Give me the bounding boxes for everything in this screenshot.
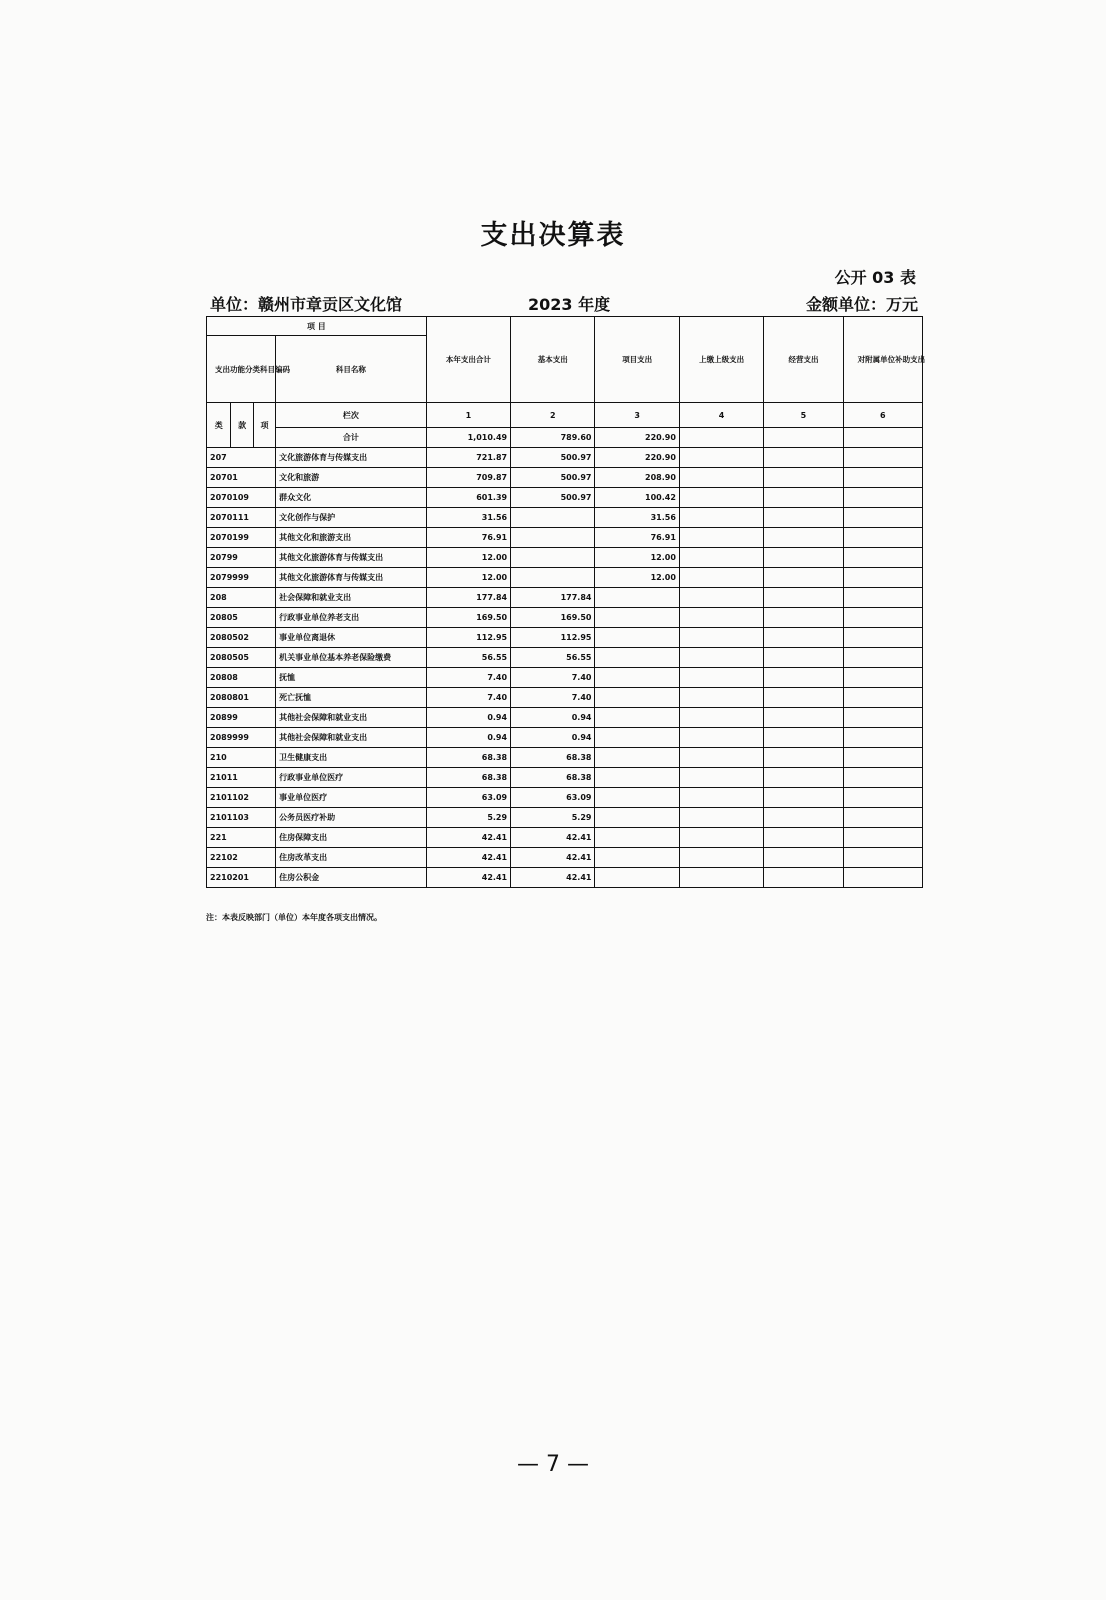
row-value: 42.41 <box>426 828 510 848</box>
row-value: 7.40 <box>426 688 510 708</box>
row-value: 169.50 <box>511 608 595 628</box>
total-value <box>764 428 843 448</box>
row-value: 56.55 <box>426 648 510 668</box>
table-row <box>207 528 923 548</box>
row-code: 208 <box>207 588 276 608</box>
row-value <box>843 768 922 788</box>
row-value <box>595 648 679 668</box>
row-value: 68.38 <box>426 768 510 788</box>
row-name: 其他文化旅游体育与传媒支出 <box>276 568 427 588</box>
expenditure-table <box>206 316 926 888</box>
form-number: 公开 03 表 <box>834 268 916 287</box>
name-header: 科目名称 <box>276 336 427 403</box>
row-value <box>843 468 922 488</box>
row-name: 公务员医疗补助 <box>276 808 427 828</box>
table-row <box>207 808 923 828</box>
row-value <box>764 668 843 688</box>
row-value <box>595 628 679 648</box>
row-value <box>595 748 679 768</box>
row-value <box>595 848 679 868</box>
col-number: 6 <box>843 403 922 428</box>
row-code: 2101102 <box>207 788 276 808</box>
table-row <box>207 628 923 648</box>
table-row <box>207 728 923 748</box>
row-value: 0.94 <box>426 728 510 748</box>
row-code: 20899 <box>207 708 276 728</box>
row-name: 社会保障和就业支出 <box>276 588 427 608</box>
row-value <box>843 528 922 548</box>
row-value: 177.84 <box>511 588 595 608</box>
table-row <box>207 848 923 868</box>
row-value: 42.41 <box>426 848 510 868</box>
row-name: 其他社会保障和就业支出 <box>276 728 427 748</box>
row-value: 12.00 <box>426 548 510 568</box>
table-row <box>207 468 923 488</box>
row-value: 220.90 <box>595 448 679 468</box>
row-value: 42.41 <box>511 868 595 888</box>
row-value <box>843 648 922 668</box>
row-value: 5.29 <box>426 808 510 828</box>
table-note: 注：本表反映部门（单位）本年度各项支出情况。 <box>206 913 382 922</box>
row-name: 卫生健康支出 <box>276 748 427 768</box>
row-value: 68.38 <box>511 768 595 788</box>
row-value <box>595 788 679 808</box>
row-code: 2080502 <box>207 628 276 648</box>
row-value: 12.00 <box>595 548 679 568</box>
row-value <box>843 568 922 588</box>
sub-header-class: 类 <box>207 403 231 448</box>
row-value <box>843 448 922 468</box>
row-name: 住房公积金 <box>276 868 427 888</box>
row-value <box>764 868 843 888</box>
row-value <box>764 768 843 788</box>
row-name: 其他文化旅游体育与传媒支出 <box>276 548 427 568</box>
row-value <box>595 608 679 628</box>
table-row <box>207 548 923 568</box>
row-value <box>843 748 922 768</box>
table-row <box>207 588 923 608</box>
row-value <box>764 548 843 568</box>
table-row <box>207 708 923 728</box>
row-value: 12.00 <box>595 568 679 588</box>
row-value <box>679 568 763 588</box>
row-value: 5.29 <box>511 808 595 828</box>
row-value <box>764 828 843 848</box>
row-value <box>679 708 763 728</box>
row-value <box>843 708 922 728</box>
table-row <box>207 508 923 528</box>
row-name: 其他文化和旅游支出 <box>276 528 427 548</box>
col-header-upper: 上缴上级支出 <box>679 317 763 403</box>
row-value <box>679 808 763 828</box>
row-value <box>764 448 843 468</box>
row-value <box>764 848 843 868</box>
row-value <box>843 608 922 628</box>
col-header-basic: 基本支出 <box>511 317 595 403</box>
row-value: 7.40 <box>426 668 510 688</box>
col-header-operating: 经营支出 <box>764 317 843 403</box>
row-value <box>843 828 922 848</box>
row-value <box>679 728 763 748</box>
row-value: 12.00 <box>426 568 510 588</box>
sub-header-item: 项 <box>253 403 275 448</box>
row-code: 207 <box>207 448 276 468</box>
row-value <box>764 628 843 648</box>
row-value: 31.56 <box>595 508 679 528</box>
row-value <box>843 588 922 608</box>
col-number: 5 <box>764 403 843 428</box>
row-name: 事业单位医疗 <box>276 788 427 808</box>
row-value <box>764 608 843 628</box>
row-value <box>764 508 843 528</box>
row-value: 0.94 <box>511 728 595 748</box>
row-value <box>843 628 922 648</box>
row-name: 机关事业单位基本养老保险缴费 <box>276 648 427 668</box>
row-value <box>511 568 595 588</box>
row-value: 7.40 <box>511 688 595 708</box>
row-value <box>679 628 763 648</box>
table-row <box>207 688 923 708</box>
col-number: 1 <box>426 403 510 428</box>
row-value <box>843 808 922 828</box>
row-name: 行政事业单位医疗 <box>276 768 427 788</box>
row-value <box>679 768 763 788</box>
row-code: 2101103 <box>207 808 276 828</box>
row-name: 行政事业单位养老支出 <box>276 608 427 628</box>
row-value: 500.97 <box>511 468 595 488</box>
row-value <box>595 868 679 888</box>
row-value: 42.41 <box>511 828 595 848</box>
year-label: 2023 年度 <box>528 295 611 314</box>
row-value: 0.94 <box>426 708 510 728</box>
col-header-project: 项目支出 <box>595 317 679 403</box>
row-value <box>679 448 763 468</box>
row-value <box>511 548 595 568</box>
row-code: 22102 <box>207 848 276 868</box>
row-value <box>679 488 763 508</box>
row-value <box>679 608 763 628</box>
row-value: 68.38 <box>511 748 595 768</box>
row-value: 500.97 <box>511 488 595 508</box>
row-value: 68.38 <box>426 748 510 768</box>
row-value: 177.84 <box>426 588 510 608</box>
row-code: 221 <box>207 828 276 848</box>
row-value: 63.09 <box>426 788 510 808</box>
row-code: 2080505 <box>207 648 276 668</box>
table-row <box>207 488 923 508</box>
row-value <box>679 548 763 568</box>
col-header-total: 本年支出合计 <box>426 317 510 403</box>
row-value <box>679 508 763 528</box>
row-value <box>511 508 595 528</box>
table-row <box>207 828 923 848</box>
row-value <box>511 528 595 548</box>
row-value <box>595 588 679 608</box>
row-value: 500.97 <box>511 448 595 468</box>
table-row <box>207 788 923 808</box>
row-code: 21011 <box>207 768 276 788</box>
row-value: 169.50 <box>426 608 510 628</box>
row-value: 42.41 <box>426 868 510 888</box>
page-title: 支出决算表 <box>480 220 626 251</box>
row-name: 住房改革支出 <box>276 848 427 868</box>
row-value <box>843 668 922 688</box>
row-value <box>764 808 843 828</box>
total-value: 789.60 <box>511 428 595 448</box>
row-name: 文化和旅游 <box>276 468 427 488</box>
row-value <box>764 708 843 728</box>
row-value <box>595 828 679 848</box>
row-name: 抚恤 <box>276 668 427 688</box>
row-code: 20701 <box>207 468 276 488</box>
row-value <box>679 828 763 848</box>
project-header: 项 目 <box>207 317 427 336</box>
row-value <box>843 488 922 508</box>
row-code: 210 <box>207 748 276 768</box>
total-value: 1,010.49 <box>426 428 510 448</box>
row-value <box>679 788 763 808</box>
row-value <box>679 688 763 708</box>
table-row <box>207 768 923 788</box>
row-value <box>764 728 843 748</box>
table-row <box>207 748 923 768</box>
line-label: 栏次 <box>276 403 427 428</box>
table-row <box>207 448 923 468</box>
row-value <box>843 728 922 748</box>
row-value: 76.91 <box>426 528 510 548</box>
row-value <box>595 708 679 728</box>
row-value <box>595 728 679 748</box>
row-code: 2210201 <box>207 868 276 888</box>
row-value: 100.42 <box>595 488 679 508</box>
row-value: 63.09 <box>511 788 595 808</box>
row-value: 112.95 <box>511 628 595 648</box>
row-code: 20805 <box>207 608 276 628</box>
row-value: 721.87 <box>426 448 510 468</box>
row-value <box>679 468 763 488</box>
row-code: 2070111 <box>207 508 276 528</box>
row-code: 2070109 <box>207 488 276 508</box>
row-name: 其他社会保障和就业支出 <box>276 708 427 728</box>
row-value <box>764 788 843 808</box>
page-number: — 7 — <box>517 1452 589 1477</box>
row-value <box>679 648 763 668</box>
row-value <box>843 868 922 888</box>
row-value <box>595 688 679 708</box>
row-value <box>679 668 763 688</box>
row-value <box>679 848 763 868</box>
col-header-subsidy: 对附属单位补助支出 <box>843 317 922 403</box>
row-code: 20799 <box>207 548 276 568</box>
code-header: 支出功能分类科目编码 <box>207 336 276 403</box>
row-name: 群众文化 <box>276 488 427 508</box>
col-number: 2 <box>511 403 595 428</box>
row-value <box>764 588 843 608</box>
row-value <box>764 488 843 508</box>
row-value <box>679 528 763 548</box>
row-code: 2079999 <box>207 568 276 588</box>
table-row <box>207 568 923 588</box>
row-value: 709.87 <box>426 468 510 488</box>
row-name: 事业单位离退休 <box>276 628 427 648</box>
col-number: 4 <box>679 403 763 428</box>
row-value <box>595 808 679 828</box>
row-code: 2089999 <box>207 728 276 748</box>
row-value <box>843 508 922 528</box>
row-value: 0.94 <box>511 708 595 728</box>
row-value <box>679 588 763 608</box>
row-code: 20808 <box>207 668 276 688</box>
sub-header-section: 款 <box>231 403 253 448</box>
row-value <box>764 748 843 768</box>
row-value <box>764 568 843 588</box>
row-value <box>843 788 922 808</box>
table-row <box>207 668 923 688</box>
meta-row <box>210 292 918 314</box>
row-value: 31.56 <box>426 508 510 528</box>
row-value: 42.41 <box>511 848 595 868</box>
row-value <box>595 668 679 688</box>
row-code: 2070199 <box>207 528 276 548</box>
row-name: 住房保障支出 <box>276 828 427 848</box>
row-value <box>679 868 763 888</box>
row-value <box>764 528 843 548</box>
row-value <box>764 468 843 488</box>
row-value <box>679 748 763 768</box>
table-row <box>207 648 923 668</box>
row-value: 76.91 <box>595 528 679 548</box>
row-value: 56.55 <box>511 648 595 668</box>
col-number: 3 <box>595 403 679 428</box>
row-value <box>595 768 679 788</box>
row-name: 文化创作与保护 <box>276 508 427 528</box>
table-row <box>207 868 923 888</box>
row-value: 112.95 <box>426 628 510 648</box>
money-unit-label: 金额单位：万元 <box>805 295 918 314</box>
total-row <box>207 428 923 448</box>
table-body <box>207 448 923 888</box>
row-value: 601.39 <box>426 488 510 508</box>
row-value <box>843 548 922 568</box>
row-value: 208.90 <box>595 468 679 488</box>
table-row <box>207 608 923 628</box>
total-value <box>843 428 922 448</box>
total-value: 220.90 <box>595 428 679 448</box>
row-name: 死亡抚恤 <box>276 688 427 708</box>
row-value <box>843 848 922 868</box>
row-value <box>764 648 843 668</box>
row-name: 文化旅游体育与传媒支出 <box>276 448 427 468</box>
total-label: 合计 <box>276 428 427 448</box>
row-code: 2080801 <box>207 688 276 708</box>
total-value <box>679 428 763 448</box>
row-value <box>843 688 922 708</box>
row-value <box>764 688 843 708</box>
unit-label: 单位：赣州市章贡区文化馆 <box>210 295 403 314</box>
row-value: 7.40 <box>511 668 595 688</box>
